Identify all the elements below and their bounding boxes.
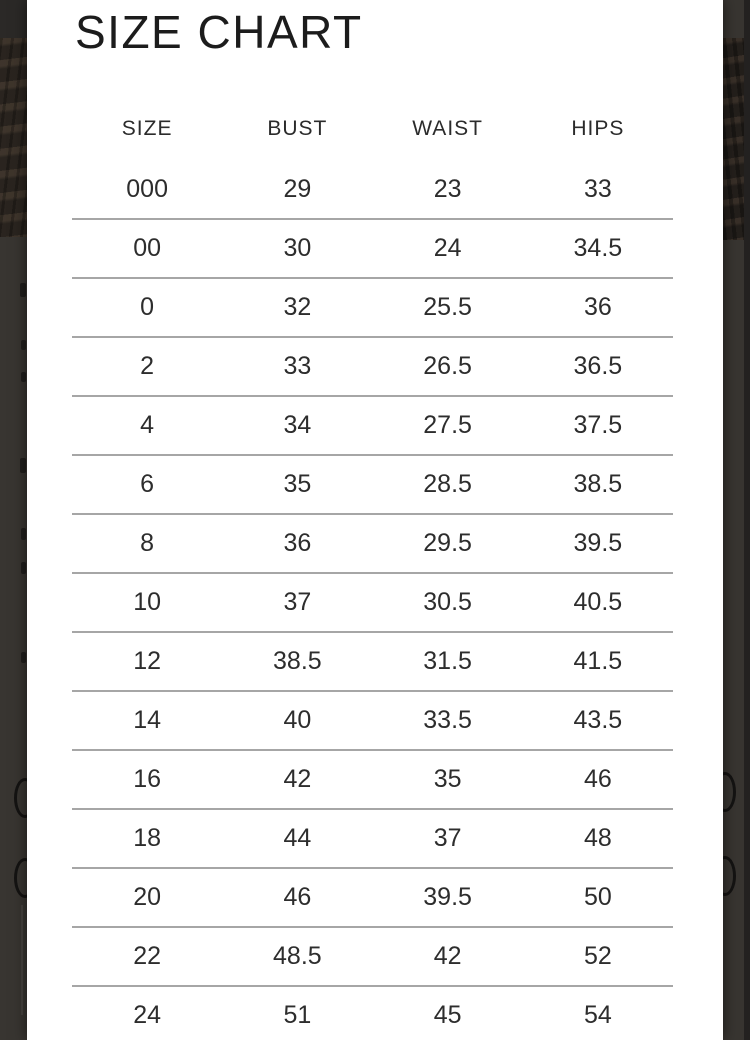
table-row: [72, 632, 673, 691]
size-chart-cell: 50: [583, 883, 612, 911]
size-chart-modal: [27, 0, 723, 1040]
size-chart-cell: 36: [583, 293, 612, 321]
size-chart-cell: 35: [433, 765, 462, 793]
column-header-size: SIZE: [121, 116, 173, 140]
size-chart-cell: 31.5: [423, 647, 472, 675]
modal-backdrop-right[interactable]: [723, 0, 750, 1040]
size-chart-table: [72, 96, 673, 1040]
size-chart-cell: 000: [126, 175, 168, 203]
background-fragment: [21, 652, 26, 663]
size-chart-cell: 52: [583, 942, 612, 970]
background-fragment: [723, 856, 736, 896]
size-chart-cell: 51: [283, 1001, 312, 1029]
size-chart-cell: 54: [583, 1001, 612, 1029]
background-fragment: [21, 528, 26, 540]
size-chart-cell: 27.5: [423, 411, 472, 439]
table-row: [72, 868, 673, 927]
modal-backdrop-left[interactable]: [0, 0, 27, 1040]
size-chart-cell: 30: [283, 234, 312, 262]
size-chart-cell: 20: [133, 883, 162, 911]
size-chart-cell: 6: [140, 470, 155, 498]
dimmed-page-header: [0, 0, 27, 38]
size-chart-cell: 36: [283, 529, 312, 557]
table-row: [72, 573, 673, 632]
size-chart-cell: 44: [283, 824, 312, 852]
background-fragment: [14, 858, 27, 898]
column-header-hips: HIPS: [571, 116, 625, 140]
header-row: [72, 96, 673, 161]
table-row: [72, 455, 673, 514]
table-row: [72, 278, 673, 337]
column-header-bust: BUST: [267, 116, 328, 140]
size-chart-cell: 10: [133, 588, 162, 616]
table-row: [72, 514, 673, 573]
background-fragment: [21, 562, 26, 574]
size-chart-cell: 38.5: [573, 470, 623, 498]
size-chart-cell: 33: [583, 175, 612, 203]
size-chart-cell: 43.5: [573, 706, 623, 734]
size-chart-cell: 48.5: [273, 942, 322, 970]
size-chart-cell: 29.5: [423, 529, 472, 557]
size-chart-cell: 24: [133, 1001, 162, 1029]
size-chart-cell: 34: [283, 411, 312, 439]
size-chart-cell: 40.5: [573, 588, 623, 616]
table-row: [72, 809, 673, 868]
size-chart-cell: 25.5: [423, 293, 472, 321]
background-fragment: [20, 458, 26, 473]
size-chart-cell: 37: [433, 824, 462, 852]
size-chart-cell: 35: [283, 470, 312, 498]
size-chart-cell: 23: [433, 175, 462, 203]
size-chart-cell: 00: [133, 234, 162, 262]
size-chart-cell: 22: [133, 942, 162, 970]
background-fragment: [723, 772, 736, 812]
size-chart-header: [72, 96, 673, 161]
background-fragment: [21, 372, 26, 382]
background-fragment: [14, 778, 27, 818]
size-chart-cell: 29: [283, 175, 312, 203]
size-chart-cell: 38.5: [273, 647, 322, 675]
table-row: [72, 750, 673, 809]
size-chart-cell: 39.5: [573, 529, 623, 557]
size-chart-cell: 12: [133, 647, 162, 675]
size-chart-cell: 48: [583, 824, 612, 852]
background-fragment: [21, 340, 26, 350]
size-chart-cell: 18: [133, 824, 162, 852]
size-chart-cell: 41.5: [573, 647, 623, 675]
dimmed-product-photo: [723, 38, 744, 240]
size-chart-cell: 16: [133, 765, 162, 793]
size-chart-cell: 2: [140, 352, 155, 380]
background-fragment: [20, 283, 26, 297]
size-chart-cell: 30.5: [423, 588, 472, 616]
background-fragment: [21, 905, 23, 1015]
table-row: [72, 396, 673, 455]
dimmed-product-photo: [0, 38, 27, 237]
size-chart-cell: 46: [583, 765, 612, 793]
size-chart-cell: 42: [433, 942, 462, 970]
table-row: [72, 219, 673, 278]
table-row: [72, 161, 673, 219]
column-header-waist: WAIST: [412, 116, 483, 140]
size-chart-cell: 26.5: [423, 352, 472, 380]
size-chart-cell: 37: [283, 588, 312, 616]
size-chart-cell: 32: [283, 293, 312, 321]
size-chart-cell: 4: [140, 411, 155, 439]
size-chart-body: [72, 161, 673, 1040]
table-row: [72, 986, 673, 1040]
table-row: [72, 927, 673, 986]
size-chart-cell: 42: [283, 765, 312, 793]
size-chart-title: SIZE CHART: [75, 6, 363, 58]
size-chart-cell: 46: [283, 883, 312, 911]
size-chart-cell: 33.5: [423, 706, 472, 734]
size-chart-cell: 28.5: [423, 470, 472, 498]
size-chart-cell: 37.5: [573, 411, 623, 439]
size-chart-cell: 33: [283, 352, 312, 380]
size-chart-cell: 34.5: [573, 234, 623, 262]
size-chart-cell: 0: [140, 293, 155, 321]
size-chart-cell: 8: [140, 529, 155, 557]
size-chart-cell: 39.5: [423, 883, 472, 911]
table-row: [72, 691, 673, 750]
size-chart-cell: 36.5: [573, 352, 623, 380]
size-chart-cell: 40: [283, 706, 312, 734]
table-row: [72, 337, 673, 396]
size-chart-cell: 24: [433, 234, 462, 262]
page-edge-band: [744, 0, 750, 1040]
size-chart-cell: 14: [133, 706, 162, 734]
size-chart-cell: 45: [433, 1001, 462, 1029]
